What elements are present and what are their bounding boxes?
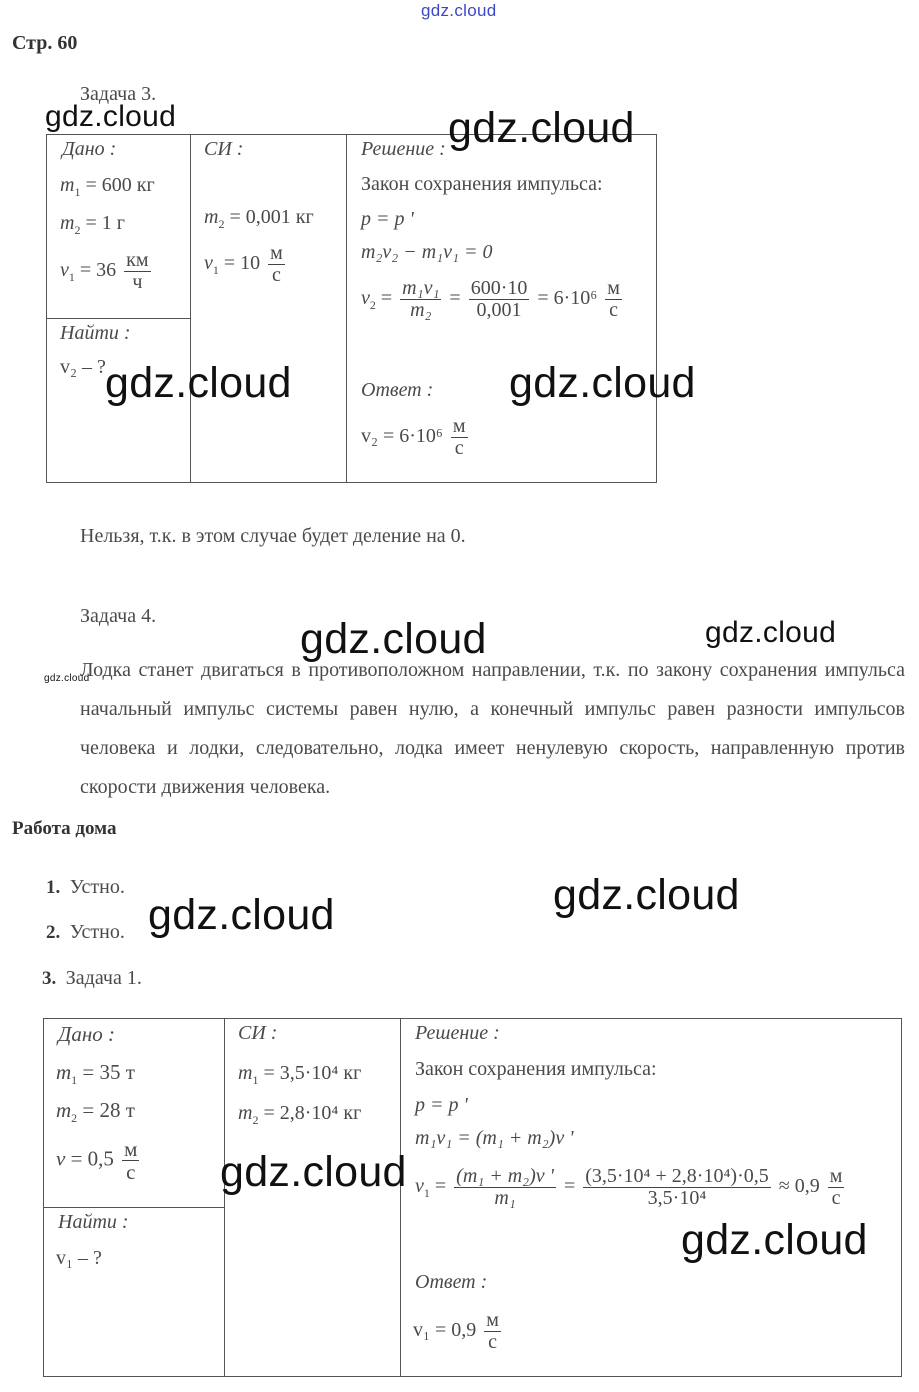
solution-eq1: p = p '	[415, 1094, 468, 1116]
watermark: gdz.cloud	[300, 615, 487, 663]
list-item: 1. Устно.	[46, 876, 125, 898]
answer-value: v₂ = 6·10⁶ $\frac{м}{с}$	[361, 415, 466, 459]
solution-eq3: $v_1$ = $\frac{\text{(m₁ + m₂)v '}}{\text{m₁}}$ = $\frac{\text{(3,5·10⁴ + 2,8·10⁴)·0,5}}{\text{3,5·10⁴}}$ ≈ 0,9 $\frac{м}{с}$	[415, 1165, 843, 1209]
find-value: v₁ – ?	[56, 1247, 102, 1269]
watermark: gdz.cloud	[220, 1148, 407, 1196]
note-text: Нельзя, т.к. в этом случае будет деление на 0.	[80, 525, 466, 547]
solution-law: Закон сохранения импульса:	[415, 1058, 657, 1080]
given-m1: $m_1 = 35$ т	[56, 1060, 135, 1088]
task4-text: Лодка станет двигаться в противоположном направлении, т.к. по закону сохранения импульса начальный импульс системы равен нулю, а конечный импульс равен разности импульсов человека и лодки, следовательно, лодка имеет ненулевую скорость, направленную против скорости движения человека.	[80, 659, 905, 798]
given-label: Дано :	[62, 138, 117, 160]
watermark: gdz.cloud	[681, 1216, 868, 1264]
si-label: СИ :	[238, 1022, 278, 1044]
given-label: Дано :	[58, 1022, 116, 1046]
answer-value: v₁ = 0,9 $\frac{м}{с}$	[413, 1309, 499, 1353]
find-value: v₂ – ?	[60, 356, 106, 378]
si-label: СИ :	[204, 138, 244, 160]
site-header-link[interactable]: gdz.cloud	[421, 1, 497, 20]
homework-title: Работа дома	[12, 818, 117, 839]
solution-label: Решение :	[415, 1022, 500, 1044]
answer-label: Ответ :	[415, 1271, 488, 1293]
list-item: 2. Устно.	[46, 921, 125, 943]
given-m2: $m_2 = 1$ г	[60, 212, 125, 237]
watermark: gdz.cloud	[705, 616, 837, 649]
answer-label: Ответ :	[361, 379, 434, 401]
si-m2: $m_2 = 0,001$ кг	[204, 206, 314, 231]
list-item: 3. Задача 1.	[42, 967, 142, 989]
given-v: v = 0,5 $\frac{м}{с}$	[56, 1137, 138, 1185]
solution-eq2: m₁v₁ = (m₁ + m₂)v '	[415, 1127, 574, 1149]
given-m2: $m_2 = 28$ т	[56, 1098, 135, 1126]
find-label: Найти :	[58, 1211, 129, 1233]
watermark: gdz.cloud	[45, 100, 177, 133]
si-m1: $m_1 = 3,5\cdot 10^4$ кг	[238, 1062, 362, 1087]
watermark: gdz.cloud	[509, 359, 696, 407]
watermark: gdz.cloud	[553, 871, 740, 919]
si-m2: $m_2 = 2,8\cdot 10^4$ кг	[238, 1102, 362, 1127]
si-v1: $v_1 = 10$ $\frac{м}{с}$	[204, 242, 283, 286]
given-m1: $m_1 = 600$ кг	[60, 174, 155, 199]
solution-eq2: m₂v₂ − m₁v₁ = 0	[361, 241, 493, 263]
task3-title: Задача 3.	[80, 83, 157, 105]
watermark: gdz.cloud	[44, 673, 90, 684]
watermark: gdz.cloud	[448, 104, 635, 152]
page-number: Стр. 60	[12, 32, 78, 54]
solution-eq3: $v_2$ = $\frac{\text{m₁v₁}}{\text{m₂}}$ = $\frac{600\cdot 10}{0,001}$ = 6·10⁶ $\frac{м}{с}$	[361, 277, 620, 321]
given-v1: $v_1 = 36$ $\frac{км}{ч}$	[60, 249, 149, 293]
solution-label: Решение :	[361, 138, 446, 160]
find-label: Найти :	[60, 322, 131, 344]
watermark: gdz.cloud	[148, 891, 335, 939]
task4-title: Задача 4.	[80, 605, 157, 627]
solution-eq1: p = p '	[361, 208, 414, 230]
watermark: gdz.cloud	[105, 359, 292, 407]
solution-law: Закон сохранения импульса:	[361, 173, 603, 195]
